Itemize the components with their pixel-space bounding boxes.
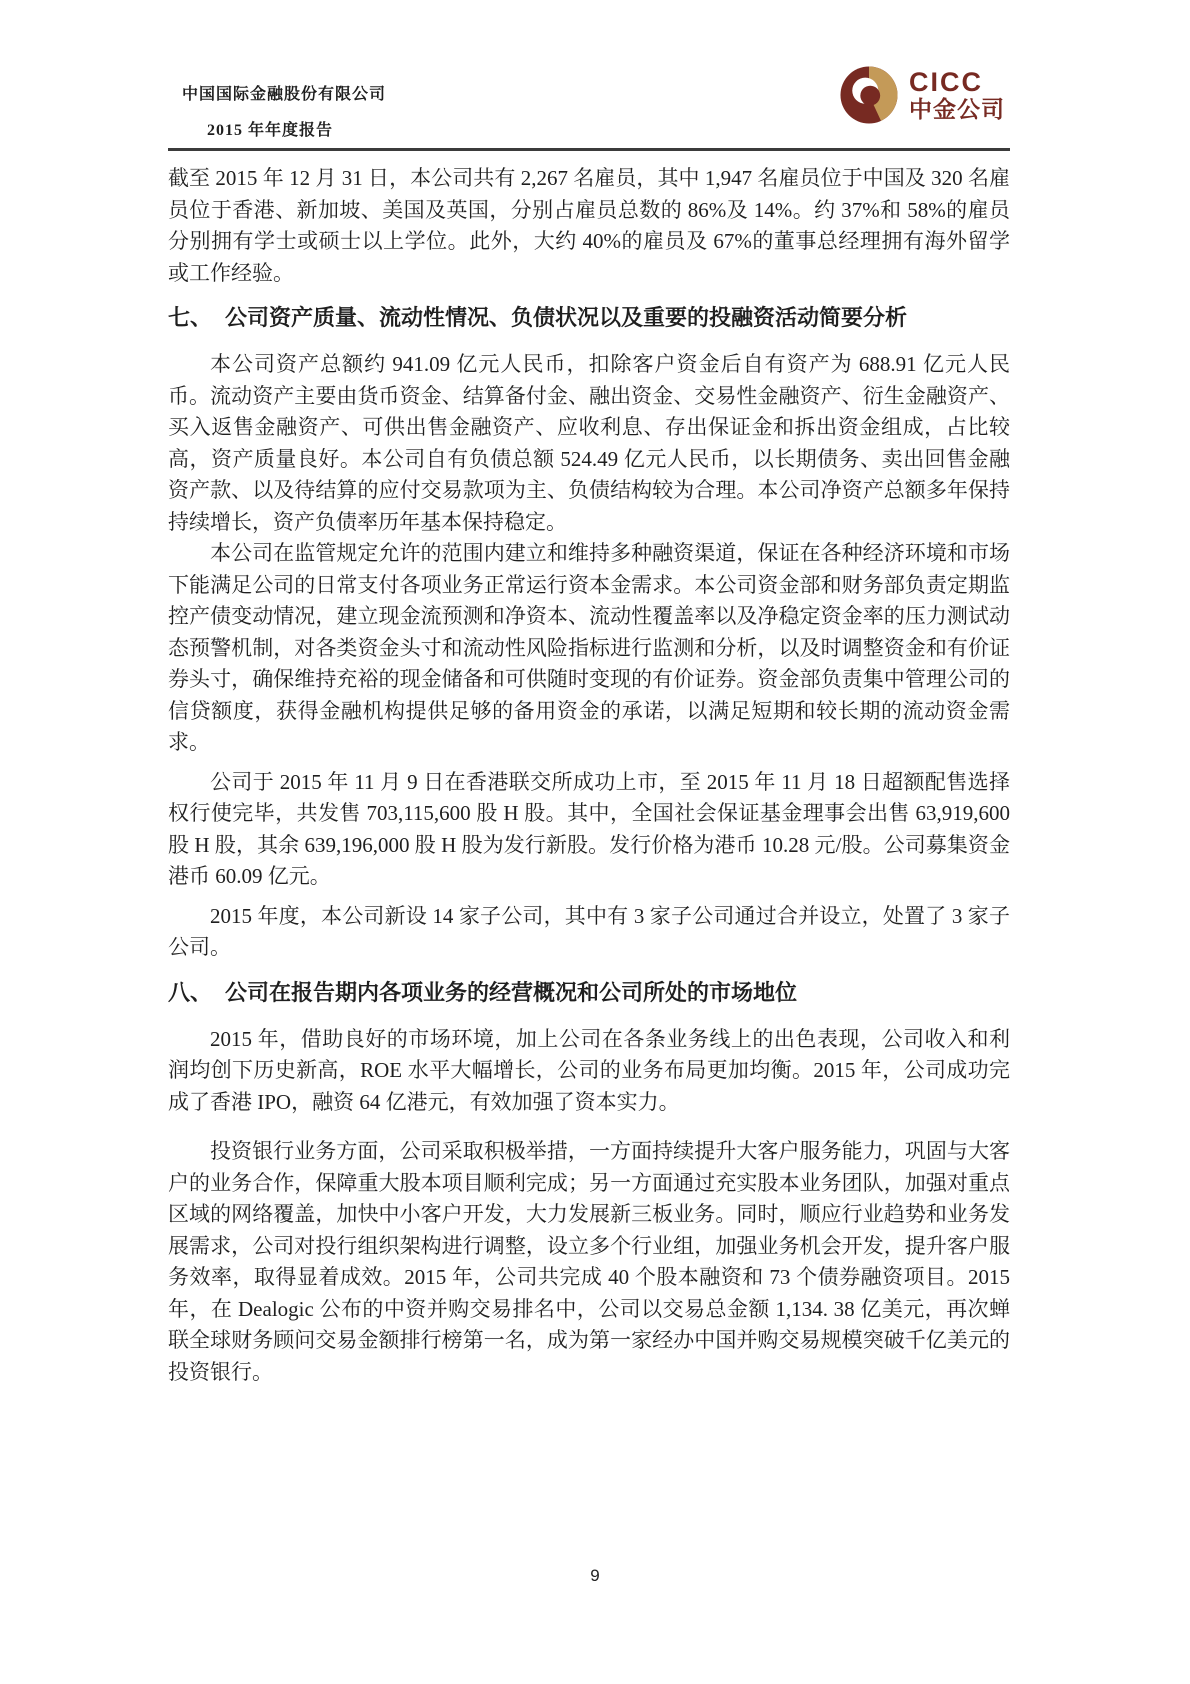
company-name: 中国国际金融股份有限公司 — [182, 86, 387, 103]
section-heading-7 — [168, 303, 1010, 333]
section-7-title: 公司资产质量、流动性情况、负债状况以及重要的投融资活动简要分析 — [225, 305, 908, 330]
paragraph-ipo: 公司于 2015 年 11 月 9 日在香港联交所成功上市，至 2015 年 11 月 18 日超额配售选择权行使完毕，共发售 703,115,600 股 H 股。其中，全国社会保证基金理事会出售 63,919,600 股 H 股，其余 639,196,000 股 H 股为发行新股。发行价格为港币 10.28 元/股。公司募集资金港币 60.09 亿元。 — [168, 769, 1010, 888]
logo-wordmark — [909, 66, 1005, 122]
logo-chinese-text: 中金公司 — [909, 95, 1005, 122]
page-number: 9 — [590, 1566, 600, 1585]
section-8-title: 公司在报告期内各项业务的经营概况和公司所处的市场地位 — [225, 979, 798, 1005]
paragraph-employees: 截至 2015 年 12 月 31 日，本公司共有 2,267 名雇员，其中 1,947 名雇员位于中国及 320 名雇员位于香港、新加坡、美国及英国，分别占雇员总数的 86%及 14%。约 37%和 58%的雇员分别拥有学士或硕士以上学位。此外，大约 40%的雇员及 67%的董事总经理拥有海外留学或工作经验。 — [168, 166, 1010, 285]
paragraph-investment-banking: 投资银行业务方面，公司采取积极举措，一方面持续提升大客户服务能力，巩固与大客户的业务合作，保障重大股本项目顺利完成；另一方面通过充实股本业务团队，加强对重点区域的网络覆盖，加快中小客户开发，大力发展新三板业务。同时，顺应行业趋势和业务发展需求，公司对投行组织架构进行调整，设立多个行业组，加强业务机会开发，提升客户服务效率，取得显着成效。2015 年，公司共完成 40 个股本融资和 73 个债券融资项目。2015 年，在 Dealogic 公布的中资并购交易排名中，公司以交易总金额 1,134. 38 亿美元，再次蝉联全球财务顾问交易金额排行榜第一名，成为第一家经办中国并购交易规模突破千亿美元的投资银行。 — [168, 1139, 1010, 1384]
paragraph-subsidiaries: 2015 年度，本公司新设 14 家子公司，其中有 3 家子公司通过合并设立，处置了 3 家子公司。 — [168, 903, 1010, 959]
section-8-marker: 八、 — [168, 979, 213, 1005]
section-7-marker: 七、 — [168, 305, 213, 330]
report-title: 2015 年年度报告 — [207, 122, 334, 139]
paragraph-overview: 2015 年，借助良好的市场环境，加上公司在各条业务线上的出色表现，公司收入和利润均创下历史新高，ROE 水平大幅增长，公司的业务布局更加均衡。2015 年，公司成功完成了香港 IPO，融资 64 亿港元，有效加强了资本实力。 — [168, 1026, 1010, 1114]
section-heading-8 — [168, 978, 1010, 1008]
page-header — [168, 0, 1010, 151]
cicc-logo-icon — [838, 64, 900, 126]
document-body — [168, 163, 1010, 1388]
paragraph-assets: 本公司资产总额约 941.09 亿元人民币，扣除客户资金后自有资产为 688.91 亿元人民币。流动资产主要由货币资金、结算备付金、融出资金、交易性金融资产、衍生金融资产、买入返售金融资产、可供出售金融资产、应收利息、存出保证金和拆出资金组成，占比较高，资产质量良好。本公司自有负债总额 524.49 亿元人民币，以长期债务、卖出回售金融资产款、以及待结算的应付交易款项为主、负债结构较为合理。本公司净资产总额多年保持持续增长，资产负债率历年基本保持稳定。 — [168, 352, 1010, 534]
cicc-logo — [838, 64, 1005, 126]
logo-latin-text: CICC — [909, 66, 983, 97]
paragraph-funding: 本公司在监管规定允许的范围内建立和维持多种融资渠道，保证在各种经济环境和市场下能满足公司的日常支付各项业务正常运行资本金需求。本公司资金部和财务部负责定期监控产债变动情况，建立现金流预测和净资本、流动性覆盖率以及净稳定资金率的压力测试动态预警机制，对各类资金头寸和流动性风险指标进行监测和分析，以及时调整资金和有价证券头寸，确保维持充裕的现金储备和可供随时变现的有价证券。资金部负责集中管理公司的信贷额度，获得金融机构提供足够的备用资金的承诺，以满足短期和较长期的流动资金需求。 — [168, 541, 1010, 754]
